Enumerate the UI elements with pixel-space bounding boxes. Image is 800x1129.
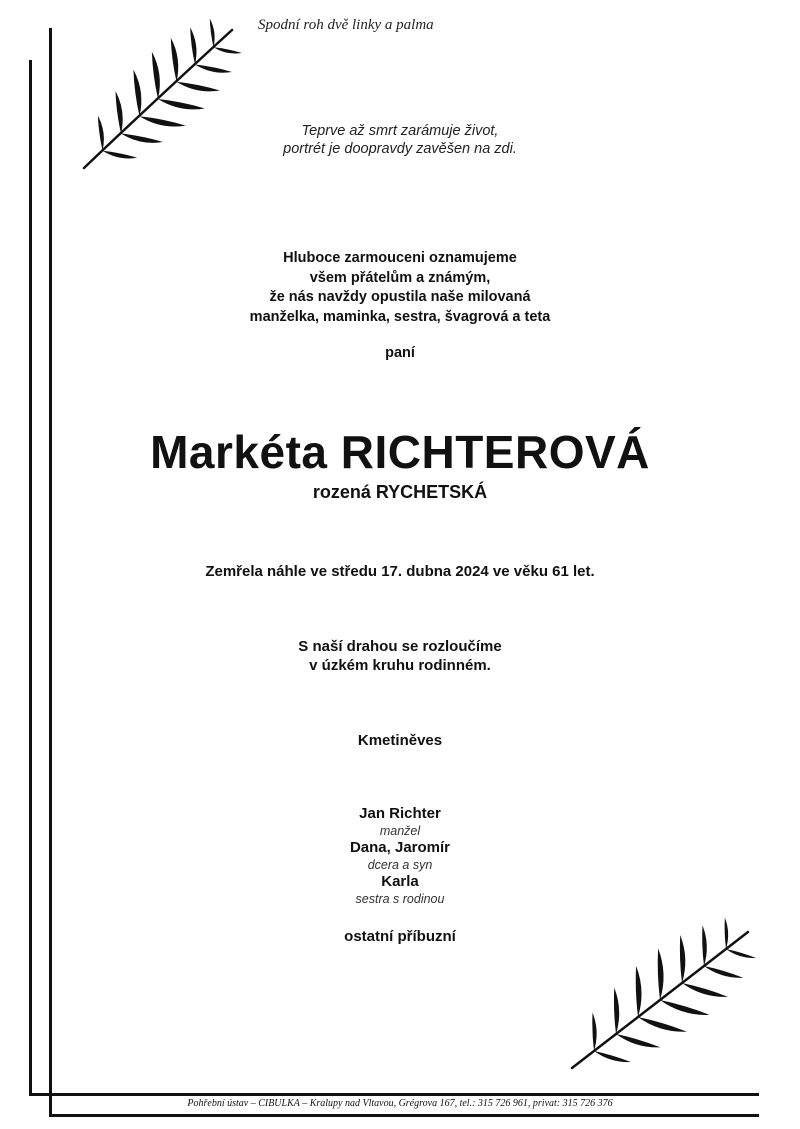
palm-leaf (210, 19, 215, 48)
palm-leaf (592, 1013, 596, 1051)
mourner-relation: manžel (379, 824, 421, 838)
mourner-name: Jan Richter (359, 805, 441, 822)
announcement-line: manželka, maminka, sestra, švagrová a teta (249, 308, 551, 325)
header-note: Spodní roh dvě linky a palma (258, 17, 434, 33)
palm-leaf (190, 27, 196, 64)
palm-leaf (158, 99, 205, 109)
palm-leaf (704, 966, 743, 978)
mourner-relation: dcera a syn (367, 858, 433, 872)
palm-leaf (133, 69, 141, 116)
announcement-line: všem přátelům a známým, (309, 269, 491, 286)
palm-leaf (614, 988, 619, 1034)
palm-branch-icon (0, 0, 1, 1)
palm-leaf (660, 1000, 710, 1015)
other-relatives: ostatní příbuzní (344, 928, 456, 945)
mourner-relation: sestra s rodinou (355, 892, 445, 906)
palm-leaf (214, 47, 242, 53)
verse (100, 122, 700, 158)
mourners-list (100, 805, 700, 907)
title-word: paní (385, 345, 415, 361)
border-left-outer-line (29, 60, 32, 1095)
palm-leaf (638, 1017, 687, 1032)
mourner-name: Karla (381, 873, 419, 890)
place: Kmetiněves (357, 732, 443, 749)
palm-leaf (725, 918, 729, 949)
palm-leaf (726, 949, 756, 958)
mourner-name: Dana, Jaromír (349, 839, 451, 856)
announcement-line: Hluboce zarmouceni oznamujeme (283, 250, 517, 266)
verse-line: Teprve až smrt zarámuje život, (301, 123, 499, 139)
maiden-name: rozená RYCHETSKÁ (312, 482, 488, 502)
border-bottom-inner-line (49, 1114, 759, 1117)
palm-leaf (658, 948, 664, 1000)
death-info: Zemřela náhle ve středu 17. dubna 2024 ve věku 61 let. (205, 563, 595, 580)
palm-leaf (195, 65, 232, 73)
palm-leaf (682, 983, 728, 997)
palm-leaf (171, 38, 178, 82)
border-bottom-outer-line (29, 1093, 759, 1096)
verse-line: portrét je doopravdy zavěšen na zdi. (283, 141, 517, 157)
funeral-home-footer: Pohřební ústav – CIBULKA – Kralupy nad Vltavou, Grégrova 167, tel.: 315 726 961, privat: 315 726 376 (187, 1098, 613, 1109)
border-left-inner-line (49, 28, 52, 1116)
farewell-line: S naší drahou se rozloučíme (298, 638, 502, 655)
deceased-name: Markéta RICHTEROVÁ (150, 426, 650, 478)
announcement (100, 249, 700, 327)
palm-leaf (616, 1034, 660, 1047)
palm-leaf (152, 52, 160, 99)
palm-leaf (702, 925, 707, 966)
palm-leaf (594, 1051, 631, 1062)
announcement-line: že nás navždy opustila naše milovaná (269, 289, 531, 305)
farewell (100, 637, 700, 675)
palm-leaf (636, 966, 642, 1017)
farewell-line: v úzkém kruhu rodinném. (309, 657, 491, 674)
palm-leaf (177, 82, 220, 92)
